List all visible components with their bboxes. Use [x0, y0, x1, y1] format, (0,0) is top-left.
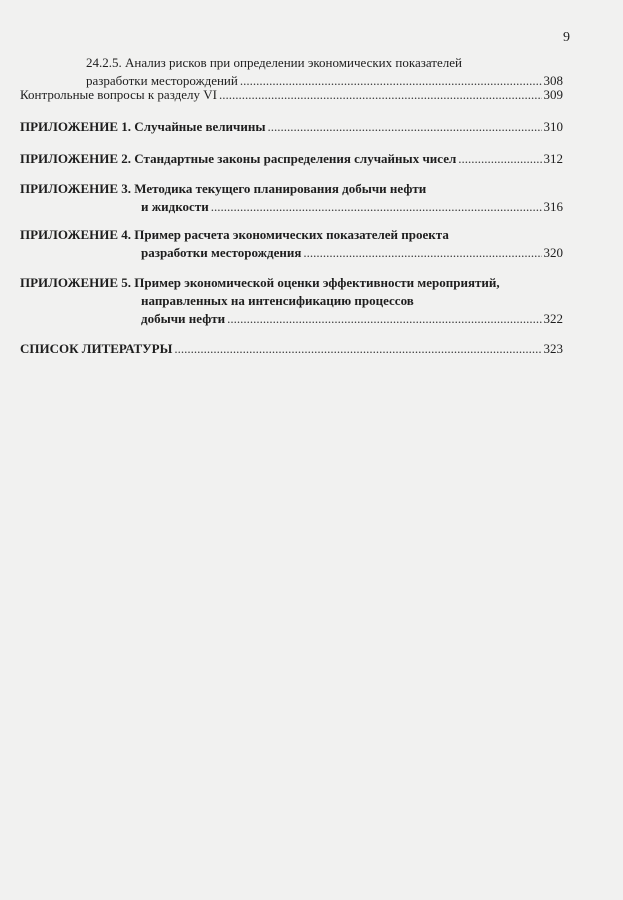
- toc-entry-title-line2: разработки месторождений: [86, 73, 238, 88]
- dot-leader: [219, 86, 542, 104]
- toc-entry-bibliography[interactable]: [20, 340, 563, 358]
- dot-leader: [211, 198, 542, 216]
- dot-leader: [174, 340, 541, 358]
- toc-entry-title-line2: направленных на интенсификацию процессов: [141, 293, 414, 308]
- toc-entry-appendix-1[interactable]: [20, 118, 563, 136]
- toc-entry-title: ПРИЛОЖЕНИЕ 2. Стандартные законы распределения случайных чисел: [20, 151, 457, 166]
- toc-entry-title-line2: разработки месторождения: [141, 245, 302, 260]
- toc-entry-appendix-5[interactable]: [20, 274, 563, 328]
- toc-entry-title-line1: ПРИЛОЖЕНИЕ 5. Пример экономической оценки эффективности мероприятий,: [20, 275, 500, 290]
- toc-entry-24-2-5[interactable]: [86, 54, 563, 90]
- dot-leader: [268, 118, 542, 136]
- toc-entry-title: СПИСОК ЛИТЕРАТУРЫ: [20, 341, 173, 356]
- toc-entry-appendix-3[interactable]: [20, 180, 563, 216]
- toc-page-number: 309: [543, 87, 563, 102]
- toc-entry-title-line1: ПРИЛОЖЕНИЕ 4. Пример расчета экономических показателей проекта: [20, 227, 449, 242]
- toc-page-number: 323: [543, 341, 563, 356]
- toc-entry-title-line1: ПРИЛОЖЕНИЕ 3. Методика текущего планирования добычи нефти: [20, 181, 427, 196]
- toc-entry-title: Контрольные вопросы к разделу VI: [20, 87, 217, 102]
- toc-entry-title: ПРИЛОЖЕНИЕ 1. Случайные величины: [20, 119, 266, 134]
- toc-entry-title-line3: добычи нефти: [141, 311, 226, 326]
- toc-page-number: 312: [543, 151, 563, 166]
- toc-page-number: 322: [543, 311, 563, 326]
- dot-leader: [227, 310, 541, 328]
- dot-leader: [303, 244, 541, 262]
- toc-entry-control-questions[interactable]: [20, 86, 563, 104]
- toc-entry-appendix-2[interactable]: [20, 150, 563, 168]
- toc-entry-title-line2: и жидкости: [141, 199, 209, 214]
- toc-entry-title-line1: 24.2.5. Анализ рисков при определении экономических показателей: [86, 55, 462, 70]
- toc-entry-appendix-4[interactable]: [20, 226, 563, 262]
- toc-page-number: 310: [543, 119, 563, 134]
- toc-page-number: 308: [543, 73, 563, 88]
- dot-leader: [458, 150, 541, 168]
- page-number: 9: [563, 30, 570, 45]
- toc-page-number: 320: [543, 245, 563, 260]
- toc-page-number: 316: [543, 199, 563, 214]
